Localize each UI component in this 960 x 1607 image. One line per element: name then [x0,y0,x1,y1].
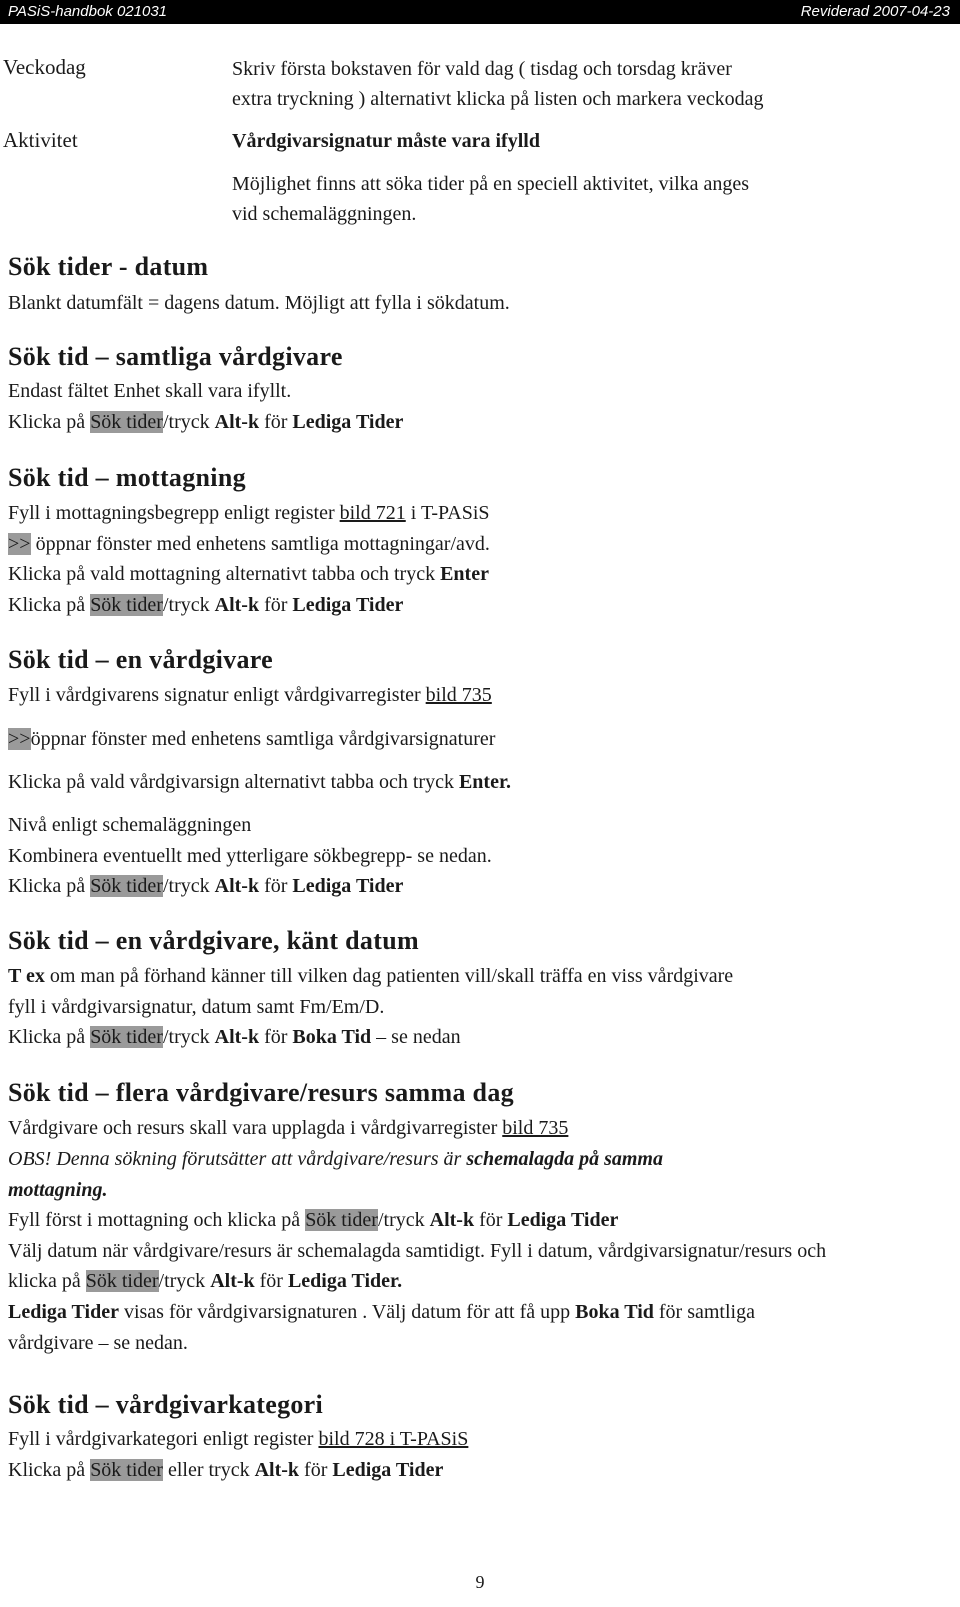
sok-tider-key: Sök tider [90,594,163,616]
veckodag-text-2: extra tryckning ) alternativt klicka på listen och markera veckodag [232,88,764,110]
vardgivare-text-1: Fyll i vårdgivarens signatur enligt vårdgivarregister bild 735 [8,684,492,706]
bild-721-link: bild 721 [339,502,406,524]
kategori-text-2: Klicka på Sök tider eller tryck Alt-k för Lediga Tider [8,1459,444,1481]
section-heading-mottagning: Sök tid – mottagning [8,463,246,492]
mottagning-text-1: Fyll i mottagningsbegrepp enligt register bild 721 i T-PASiS [8,502,490,524]
vardgivare-text-6: Klicka på Sök tider/tryck Alt-k för Lediga Tider [8,875,404,897]
kant-datum-text-3: Klicka på Sök tider/tryck Alt-k för Boka Tid – se nedan [8,1026,461,1048]
vardgivare-text-4: Nivå enligt schemaläggningen [8,814,252,836]
page-number: 9 [475,1572,485,1592]
section-heading-en-vardgivare: Sök tid – en vårdgivare [8,645,273,674]
aktivitet-label: Aktivitet [3,128,78,152]
page-header [0,0,960,24]
header-revision: Reviderad 2007-04-23 [800,3,950,20]
aktivitet-text-3: vid schemaläggningen. [232,203,417,225]
sok-tider-key: Sök tider [90,411,163,433]
section-heading-kant-datum: Sök tid – en vårdgivare, känt datum [8,926,419,955]
veckodag-text-1: Skriv första bokstaven för vald dag ( tisdag och torsdag kräver [232,58,732,80]
bild-735-link: bild 735 [425,684,492,706]
kant-datum-text-2: fyll i vårdgivarsignatur, datum samt Fm/Em/D. [8,996,385,1018]
flera-text-4: Fyll först i mottagning och klicka på Sök tider/tryck Alt-k för Lediga Tider [8,1209,619,1231]
kant-datum-text-1: T ex om man på förhand känner till vilken dag patienten vill/skall träffa en viss vårdgivare [8,965,734,987]
sok-tider-key: Sök tider [90,875,163,897]
bild-735-link: bild 735 [502,1117,569,1139]
mottagning-text-2: >> öppnar fönster med enhetens samtliga mottagningar/avd. [8,533,490,555]
flera-text-1: Vårdgivare och resurs skall vara upplagda i vårdgivarregister bild 735 [8,1117,569,1139]
sok-tider-key: Sök tider [85,1270,159,1292]
open-window-key: >> [8,533,31,555]
veckodag-label: Veckodag [3,55,86,79]
datum-text-1: Blankt datumfält = dagens datum. Möjligt att fylla i sökdatum. [8,292,510,314]
vardgivare-text-2: >>öppnar fönster med enhetens samtliga vårdgivarsignaturer [8,728,496,750]
flera-text-8: vårdgivare – se nedan. [8,1332,188,1354]
sok-tider-key: Sök tider [305,1209,378,1231]
bild-728-link: bild 728 i T-PASiS [318,1428,469,1450]
samtliga-text-1: Endast fältet Enhet skall vara ifyllt. [8,380,292,402]
vardgivare-text-3: Klicka på vald vårdgivarsign alternativt tabba och tryck Enter. [8,771,511,793]
aktivitet-text-1: Vårdgivarsignatur måste vara ifylld [232,130,540,152]
section-heading-kategori: Sök tid – vårdgivarkategori [8,1390,324,1419]
header-title: PASiS-handbok 021031 [8,3,168,20]
flera-text-6: klicka på Sök tider/tryck Alt-k för Lediga Tider. [8,1270,403,1292]
flera-text-5: Välj datum när vårdgivare/resurs är schemalagda samtidigt. Fyll i datum, vårdgivarsignatur/resurs och [8,1240,827,1262]
sok-tider-key: Sök tider [90,1026,163,1048]
open-window-key: >> [8,728,31,750]
mottagning-text-3: Klicka på vald mottagning alternativt tabba och tryck Enter [8,563,489,585]
flera-text-3: mottagning. [8,1179,108,1201]
mottagning-text-4: Klicka på Sök tider/tryck Alt-k för Lediga Tider [8,594,404,616]
kategori-text-1: Fyll i vårdgivarkategori enligt register bild 728 i T-PASiS [8,1428,469,1450]
section-heading-datum: Sök tider - datum [8,252,209,281]
aktivitet-text-2: Möjlighet finns att söka tider på en speciell aktivitet, vilka anges [232,173,750,195]
sok-tider-key: Sök tider [90,1459,163,1481]
samtliga-text-2: Klicka på Sök tider/tryck Alt-k för Lediga Tider [8,411,404,433]
vardgivare-text-5: Kombinera eventuellt med ytterligare sökbegrepp- se nedan. [8,845,492,867]
section-heading-flera: Sök tid – flera vårdgivare/resurs samma dag [8,1078,514,1107]
section-heading-samtliga: Sök tid – samtliga vårdgivare [8,342,343,371]
flera-text-7: Lediga Tider visas för vårdgivarsignaturen . Välj datum för att få upp Boka Tid för samtliga [8,1301,755,1323]
flera-text-2: OBS! Denna sökning förutsätter att vårdgivare/resurs är schemalagda på samma [8,1148,663,1170]
